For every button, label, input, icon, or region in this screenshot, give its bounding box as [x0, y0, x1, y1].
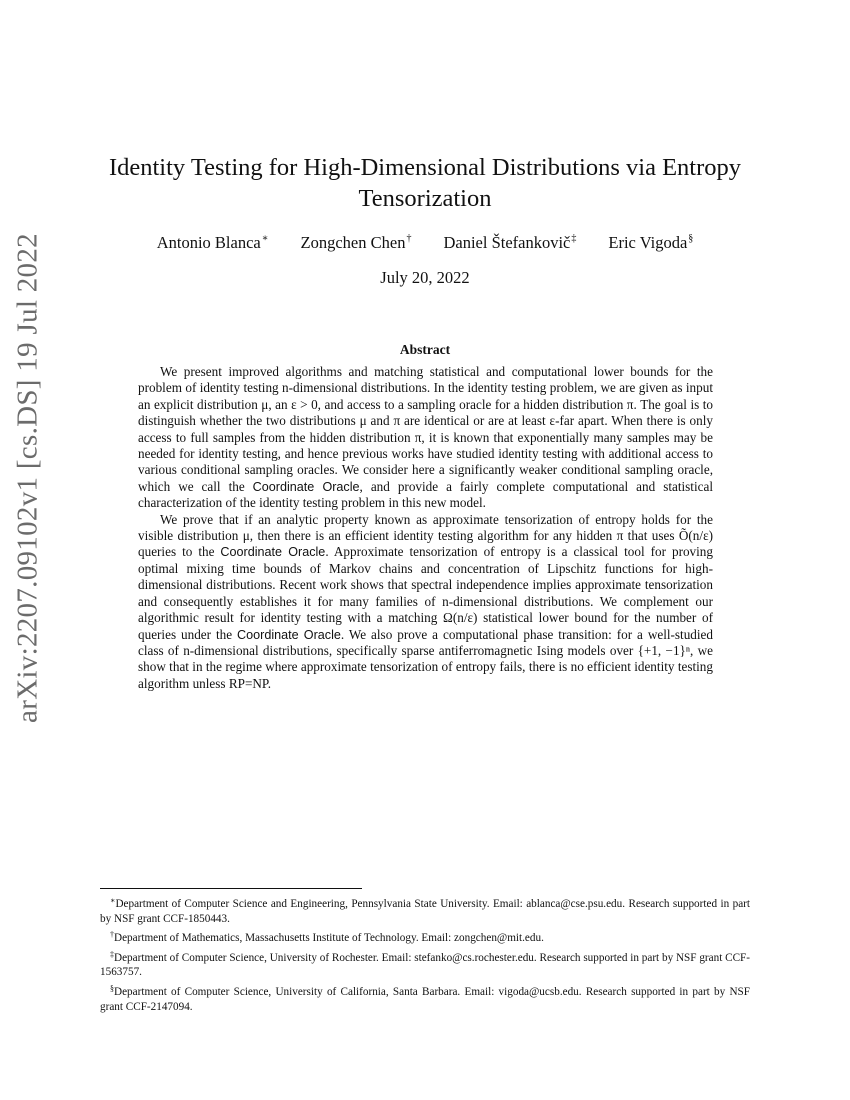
author-list	[100, 233, 750, 253]
author-name: Antonio Blanca	[156, 233, 261, 252]
author-name: Eric Vigoda	[608, 233, 688, 252]
author-footnote-mark: ∗	[261, 233, 269, 244]
author	[443, 233, 576, 253]
arxiv-side-stamp	[0, 0, 60, 1100]
footnote-text: Department of Mathematics, Massachusetts Institute of Technology. Email: zongchen@mit.edu.	[114, 932, 544, 945]
footnote-separator	[100, 888, 362, 889]
author	[608, 233, 693, 253]
coordinate-oracle-term: Coordinate Oracle	[252, 479, 360, 494]
author	[157, 233, 269, 253]
publication-date: July 20, 2022	[380, 268, 470, 287]
author-footnote-mark: §	[688, 233, 694, 244]
footnote-text: Department of Computer Science, University of Rochester. Email: stefanko@cs.rochester.edu. Research supported in part by NSF grant CCF-1563757.	[100, 951, 750, 979]
author-footnote-mark: †	[406, 233, 412, 244]
footnotes	[100, 894, 750, 1016]
abstract-body	[138, 364, 713, 692]
footnote-mark: §	[110, 983, 114, 993]
footnote-text: Department of Computer Science and Engineering, Pennsylvania State University. Email: ablanca@cse.psu.edu. Research supported in part by NSF grant CCF-1850443.	[100, 898, 750, 925]
footnote-mark: †	[110, 930, 114, 940]
footnote	[100, 948, 750, 980]
footnote-text: Department of Computer Science, University of California, Santa Barbara. Email: vigoda@ucsb.edu. Research supported in part by NSF grant CCF-2147094.	[100, 985, 750, 1013]
coordinate-oracle-term: Coordinate Oracle	[237, 627, 341, 642]
paper-title: Identity Testing for High-Dimensional Distributions via Entropy Tensorization	[108, 154, 742, 212]
footnote-mark: ∗	[110, 896, 116, 905]
abstract-heading: Abstract	[399, 342, 451, 357]
abstract-paragraph: We present improved algorithms and matching statistical and computational lower bounds for the problem of identity testing n-dimensional distributions. In the identity testing problem, we are given as input an explicit distribution μ, an ε > 0, and access to a sampling oracle for a hidden distribution π. The goal is to distinguish whether the two distributions μ and π are identical or are at least ε-far apart. When there is only access to full samples from the hidden distribution π, it is known that exponentially many samples may be needed for identity testing, and hence previous works have studied identity testing with additional access to various conditional sampling oracles. We consider here a significantly weaker conditional sampling oracle, which we call the Coordinate Oracle, and provide a fairly complete computational and statistical characterization of the identity testing problem in this new model.	[138, 364, 713, 511]
abstract-paragraph: We prove that if an analytic property known as approximate tensorization of entropy holds for the visible distribution μ, then there is an efficient identity testing algorithm for any hidden π that uses Õ(n/ε) queries to the Coordinate Oracle. Approximate tensorization of entropy is a classical tool for proving optimal mixing time bounds of Markov chains and concentration of Lipschitz functions for high-dimensional distributions. Recent work shows that spectral independence implies approximate tensorization and consequently establishes it for many families of n-dimensional distributions. We complement our algorithmic result for identity testing with a matching Ω(n/ε) statistical lower bound for the number of queries under the Coordinate Oracle. We also prove a computational phase transition: for a well-studied class of n-dimensional distributions, specifically sparse antiferromagnetic Ising models over {+1, −1}ⁿ, we show that in the regime where approximate tensorization of entropy fails, there is no efficient identity testing algorithm unless RP=NP.	[138, 511, 714, 691]
footnote	[100, 894, 750, 926]
footnote-mark: ‡	[110, 949, 115, 959]
author	[301, 233, 412, 253]
footnote	[100, 928, 750, 946]
author-name: Zongchen Chen	[300, 233, 406, 252]
coordinate-oracle-term: Coordinate Oracle	[220, 545, 326, 560]
arxiv-identifier: arXiv:2207.09102v1 [cs.DS] 19 Jul 2022	[11, 233, 44, 723]
footnote	[100, 982, 750, 1014]
author-name: Daniel Štefankovič	[443, 233, 571, 252]
author-footnote-mark: ‡	[571, 233, 577, 244]
